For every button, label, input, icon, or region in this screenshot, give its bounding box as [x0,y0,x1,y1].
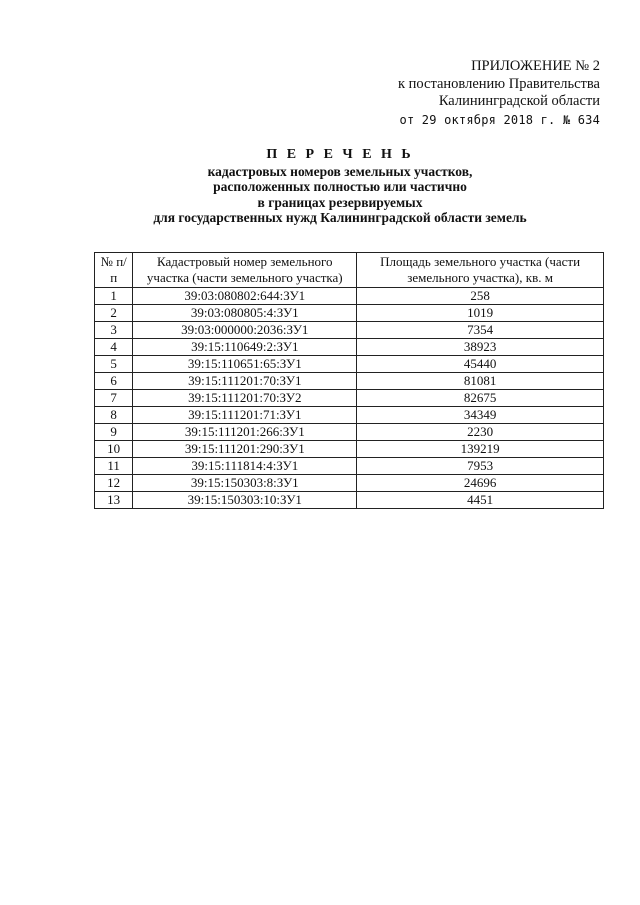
row-num: 3 [95,322,133,339]
row-num: 11 [95,458,133,475]
table-row [95,339,604,356]
table-row [95,356,604,373]
title-line-1: кадастровых номеров земельных участков, [207,163,473,179]
header-cadastral: Кадастровый номер земельного участка (части земельного участка) [133,253,357,288]
row-cadastral: 39:03:080802:644:ЗУ1 [133,288,357,305]
table-row [95,288,604,305]
row-area: 7354 [357,322,604,339]
row-area: 1019 [357,305,604,322]
appendix-header [330,58,600,129]
row-area: 81081 [357,373,604,390]
row-num: 10 [95,441,133,458]
row-cadastral: 39:15:111201:290:ЗУ1 [133,441,357,458]
title-line-3: в границах резервируемых [257,194,423,210]
title-heading: П Е Р Е Ч Е Н Ь [266,147,414,162]
row-num: 9 [95,424,133,441]
row-cadastral: 39:15:111201:266:ЗУ1 [133,424,357,441]
row-area: 4451 [357,492,604,509]
table-row [95,305,604,322]
document-title [60,147,620,226]
row-num: 12 [95,475,133,492]
row-num: 1 [95,288,133,305]
row-cadastral: 39:15:150303:10:ЗУ1 [133,492,357,509]
table-row [95,373,604,390]
row-cadastral: 39:15:111201:70:ЗУ2 [133,390,357,407]
row-area: 24696 [357,475,604,492]
row-area: 139219 [357,441,604,458]
table-body [95,288,604,509]
table-row [95,492,604,509]
row-num: 13 [95,492,133,509]
row-num: 2 [95,305,133,322]
row-num: 7 [95,390,133,407]
table-row [95,390,604,407]
row-area: 258 [357,288,604,305]
header-area: Площадь земельного участка (части земельного участка), кв. м [357,253,604,288]
appendix-title: ПРИЛОЖЕНИЕ № 2 [471,58,600,74]
table-row [95,441,604,458]
title-line-2: расположенных полностью или частично [213,179,467,194]
header-num: № п/п [95,253,133,288]
table-row [95,458,604,475]
row-num: 4 [95,339,133,356]
appendix-line-1: к постановлению Правительства [398,75,600,92]
row-cadastral: 39:03:080805:4:ЗУ1 [133,305,357,322]
appendix-line-2: Калининградской области [438,93,600,109]
row-area: 38923 [357,339,604,356]
table-row [95,475,604,492]
row-area: 7953 [357,458,604,475]
appendix-date: от 29 октября 2018 г. № 634 [399,112,600,127]
row-area: 34349 [357,407,604,424]
table-row [95,424,604,441]
parcels-table [94,252,604,509]
table-header-row [95,253,604,288]
row-area: 82675 [357,390,604,407]
table-row [95,407,604,424]
row-cadastral: 39:15:150303:8:ЗУ1 [133,475,357,492]
row-area: 2230 [357,424,604,441]
row-area: 45440 [357,356,604,373]
title-line-4: для государственных нужд Калининградской области земель [153,210,527,225]
row-num: 8 [95,407,133,424]
row-cadastral: 39:15:110649:2:ЗУ1 [133,339,357,356]
row-num: 5 [95,356,133,373]
table-row [95,322,604,339]
row-cadastral: 39:15:111201:70:ЗУ1 [133,373,357,390]
row-num: 6 [95,373,133,390]
row-cadastral: 39:15:110651:65:ЗУ1 [133,356,357,373]
row-cadastral: 39:15:111814:4:ЗУ1 [133,458,357,475]
row-cadastral: 39:03:000000:2036:ЗУ1 [133,322,357,339]
row-cadastral: 39:15:111201:71:ЗУ1 [133,407,357,424]
